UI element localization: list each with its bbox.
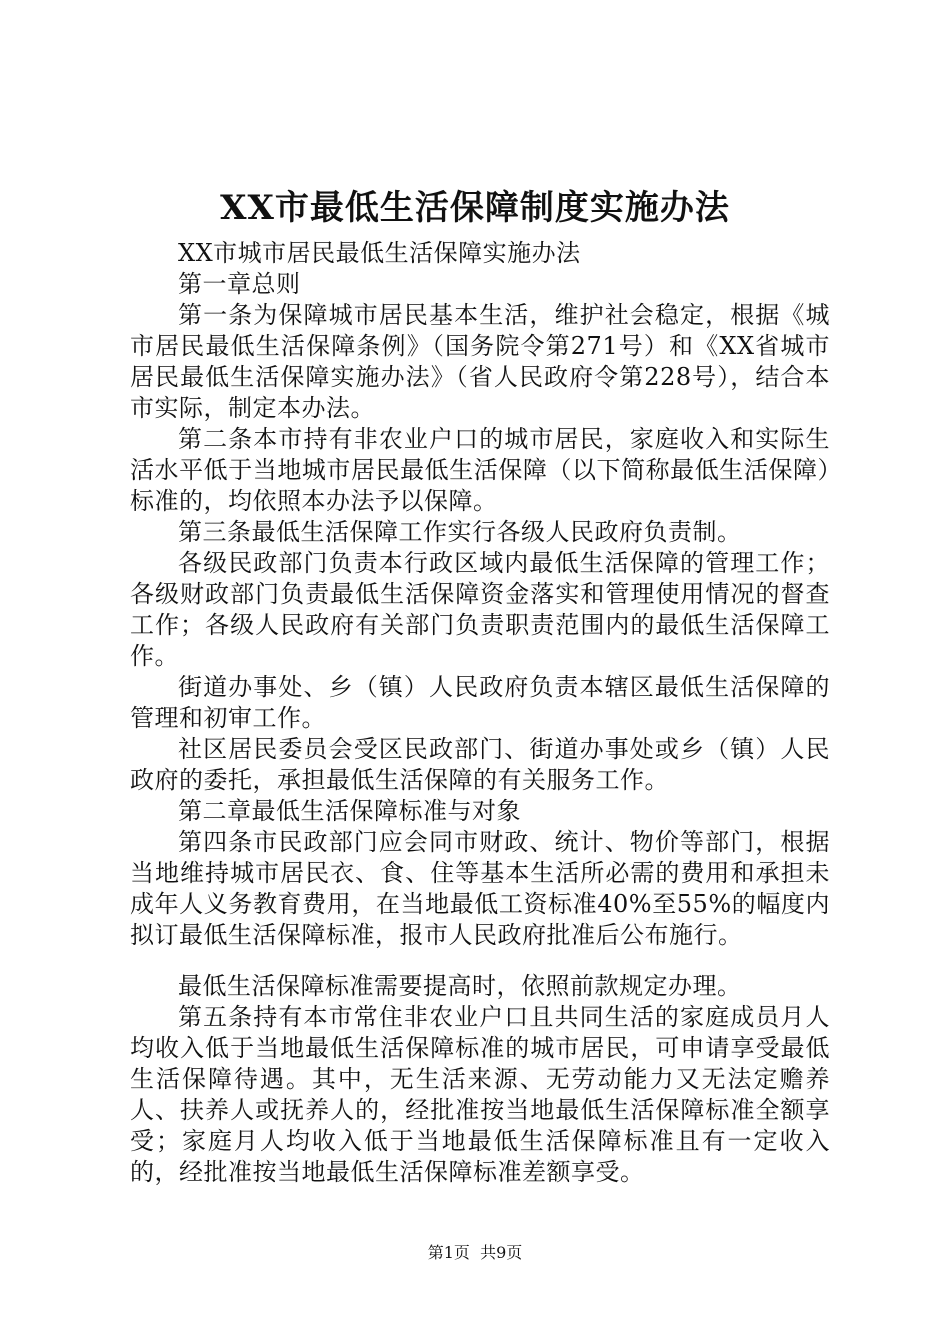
paragraph-article-3: 第三条最低生活保障工作实行各级人民政府负责制。: [178, 518, 742, 546]
page-footer: 第1页 共9页: [427, 1243, 523, 1262]
paragraph-article-2: 第二条本市持有非农业户口的城市居民，家庭收入和实际生活水平低于当地城市居民最低生活保障（以下简称最低生活保障）标准的，均依照本办法予以保障。: [130, 425, 830, 515]
paragraph-article-4: 第四条市民政部门应会同市财政、统计、物价等部门，根据当地维持城市居民衣、食、住等基本生活所必需的费用和承担未成年人义务教育费用，在当地最低工资标准40%至55%的幅度内拟订最低生活保障标准，报市人民政府批准后公布施行。: [130, 828, 830, 949]
document-body: [130, 238, 830, 1188]
paragraph-article-3-clause-3: 社区居民委员会受区民政部门、街道办事处或乡（镇）人民政府的委托，承担最低生活保障的有关服务工作。: [130, 735, 830, 794]
paragraph-article-4-clause-2: 最低生活保障标准需要提高时，依照前款规定办理。: [178, 972, 742, 1000]
paragraph-chapter-2: 第二章最低生活保障标准与对象: [178, 797, 521, 825]
paragraph-chapter-1: 第一章总则: [178, 270, 301, 298]
paragraph-article-1: 第一条为保障城市居民基本生活，维护社会稳定，根据《城市居民最低生活保障条例》（国务院令第271号）和《XX省城市居民最低生活保障实施办法》（省人民政府令第228号），结合本市实际，制定本办法。: [130, 301, 830, 422]
document-title: XX市最低生活保障制度实施办法: [220, 188, 730, 228]
paragraph-article-5: 第五条持有本市常住非农业户口且共同生活的家庭成员月人均收入低于当地最低生活保障标准的城市居民，可申请享受最低生活保障待遇。其中，无生活来源、无劳动能力又无法定赡养人、扶养人或抚养人的，经批准按当地最低生活保障标准全额享受；家庭月人均收入低于当地最低生活保障标准且有一定收入的，经批准按当地最低生活保障标准差额享受。: [130, 1003, 830, 1186]
paragraph-subtitle: XX市城市居民最低生活保障实施办法: [178, 239, 581, 267]
paragraph-article-3-clause-2: 街道办事处、乡（镇）人民政府负责本辖区最低生活保障的管理和初审工作。: [130, 673, 830, 732]
paragraph-article-3-clause-1: 各级民政部门负责本行政区域内最低生活保障的管理工作；各级财政部门负责最低生活保障资金落实和管理使用情况的督查工作；各级人民政府有关部门负责职责范围内的最低生活保障工作。: [130, 549, 830, 670]
